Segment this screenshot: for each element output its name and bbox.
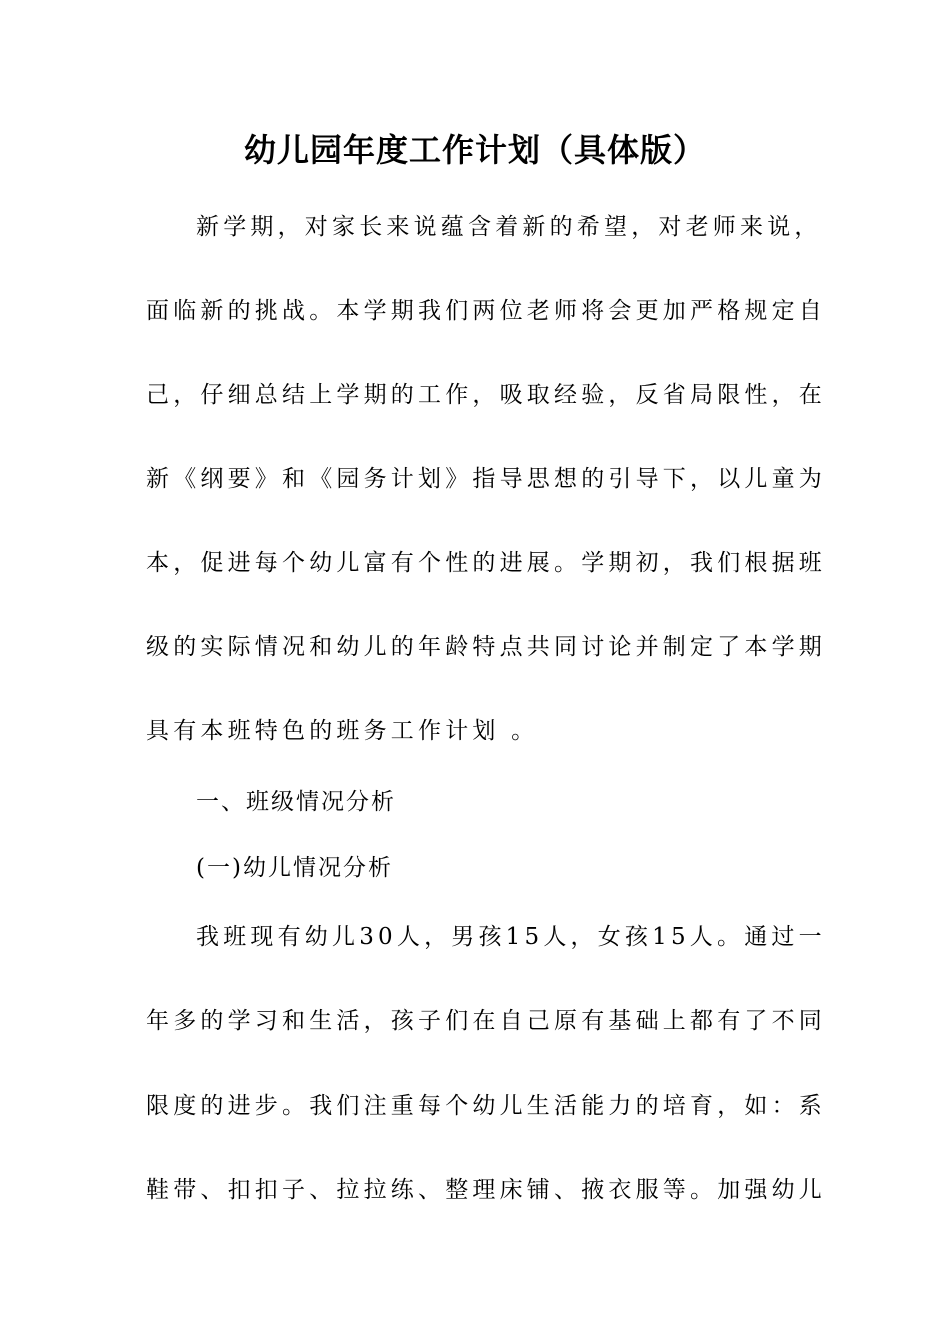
paragraph-line: 鞋带、扣扣子、拉拉练、整理床铺、掖衣服等。加强幼儿 [146,1177,826,1203]
paragraph-line: 我班现有幼儿30人，男孩15人，女孩15人。通过一 [196,924,826,950]
subsection-heading: (一)幼儿情况分析 [196,855,393,881]
section-heading: 一、班级情况分析 [196,789,396,815]
paragraph-line: 级的实际情况和幼儿的年龄特点共同讨论并制定了本学期 [146,634,826,660]
paragraph-line: 本，促进每个幼儿富有个性的进展。学期初，我们根据班 [146,550,826,576]
paragraph-line: 新学期，对家长来说蕴含着新的希望，对老师来说， [196,214,822,240]
paragraph-line: 年多的学习和生活，孩子们在自己原有基础上都有了不同 [146,1008,826,1034]
paragraph-line: 具有本班特色的班务工作计划 。 [146,718,539,744]
paragraph-line: 己，仔细总结上学期的工作，吸取经验，反省局限性，在 [146,382,826,408]
document-title: 幼儿园年度工作计划（具体版） [243,131,706,169]
paragraph-line: 限度的进步。我们注重每个幼儿生活能力的培育，如：系 [146,1093,826,1119]
paragraph-line: 面临新的挑战。本学期我们两位老师将会更加严格规定自 [146,298,826,324]
paragraph-line: 新《纲要》和《园务计划》指导思想的引导下，以儿童为 [146,466,826,492]
